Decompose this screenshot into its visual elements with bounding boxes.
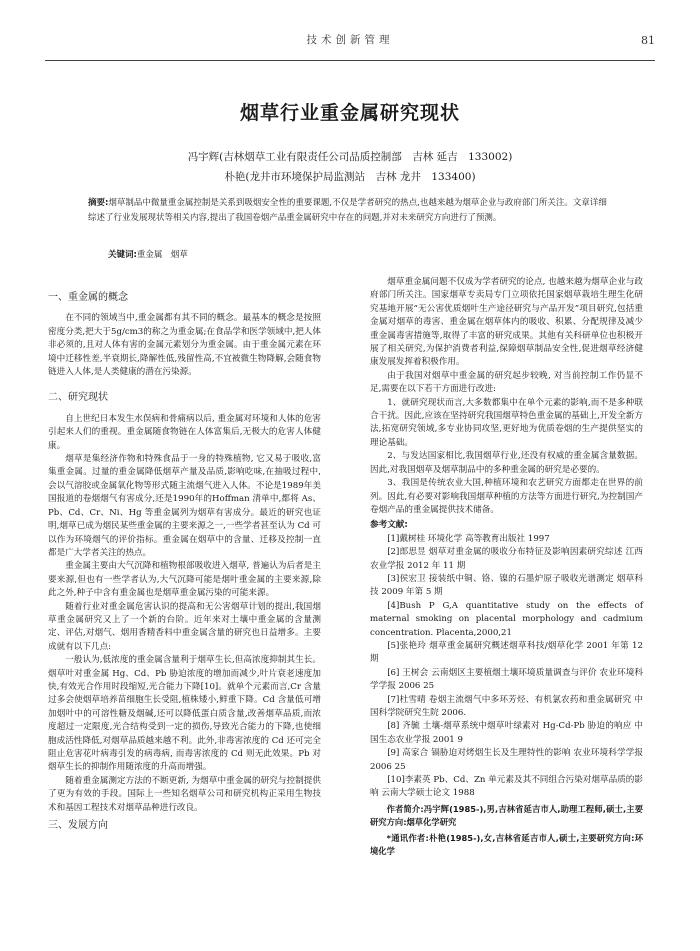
reference-item: [7]杜雪晴 卷烟主流烟气中多环芳烃、有机氯农药和重金属研究 中国科学院研究生院 2006.: [370, 694, 643, 718]
paragraph: 烟草重金属问题不仅成为学者研究的论点, 也越来越为烟草企业与政府部门所关注。国家烟草专卖局专门立项依托国家烟草栽培生理生化研究基地开展“无公害优质烟叶生产途径研究与产品开发”项目研究,包括重金属对烟草的毒害、重金属在烟草体内的吸收、积累、分配规律及减少重金属毒害措施等,取得了丰富的研究成果。其他有关科研单位也积极开展了相关研究,为保护消费者利益,保障烟草制品安全性,促进烟草经济健康发展发挥着积极作用。: [370, 277, 643, 368]
author-block: [0, 147, 700, 187]
author-line-2: 朴艳(龙井市环境保护局监测站 吉林 龙井 133400): [224, 171, 476, 183]
reference-item: [6] 王树会 云南烟区主要植烟土壤环境质量调查与评价 农业环境科学学报 2006 25: [370, 667, 643, 692]
reference-item: [4]Bush P G,A quantitative study on the effects of maternal smoking on placental morphology and cadmium concentration. Placenta,2000,21: [370, 600, 643, 638]
reference-item: [8] 齐毓 土壤-烟草系统中烟草叶绿素对 Hg-Cd-Pb 胁迫的响应 中国生态农业学报 2001 9: [370, 721, 643, 745]
page-number: 81: [641, 34, 655, 47]
author-bio: 作者简介:冯宇辉(1985-),男,吉林省延吉市人,助理工程师,硕士,主要研究方向:烟草化学研究: [370, 803, 643, 828]
paragraph: 一般认为,低浓度的重金属含量利于烟草生长,但高浓度抑制其生长。烟草叶对重金属 Hg、Cd、Pb 胁迫浓度的增加而减少,叶片衰老速度加快,有效光合作用时段缩短,光合能力下降[10]。就单个元素而言,Cr 含量过多会使烟草培养苗细胞生长受阻,植株矮小,鲜重下降。Cd 含量低可增加烟叶中的可溶性糖及烟碱,还可以降低蛋白质含量,改善烟草品质,而浓度超过一定限度,光合结构受到一定的损伤,导致光合能力的下降,也使细胞成活性降低,对烟草品质越来越不利。此外,非毒害浓度的 Cd 还可完全阻止危害花叶病毒引发的病毒病, 而毒害浓度的 Cd 则无此效果。Pb 对烟草生长的抑制作用随浓度的升高而增强。: [48, 655, 321, 773]
right-column: [370, 276, 643, 858]
left-column: [48, 279, 321, 840]
abstract-text: 烟草制品中微量重金属控制是关系到吸烟安全性的重要课题,不仅是学者研究的热点,也越来越为烟草企业与政府部门所关注。文章详细综述了行业发展现状等相关内容,提出了我国卷烟产品重金属研究中存在的问题,并对未来研究方向进行了预测。: [88, 198, 607, 223]
reference-item: [1]戴树桂 环境化学 高等教育出版社 1997: [387, 533, 550, 544]
keywords-text: 重金属 烟草: [136, 250, 188, 260]
reference-item: [5]张艳玲 烟草重金属研究概述烟草科技/烟草化学 2001 年第 12 期: [370, 640, 643, 665]
section-heading-3: 三、发展方向: [48, 820, 108, 832]
abstract-label: 摘要:: [88, 198, 109, 208]
paragraph: 由于我国对烟草中重金属的研究起步较晚, 对当前控制工作仍显不足,需要在以下若干方面进行改进:: [370, 370, 643, 395]
keywords-label: 关键词:: [108, 250, 137, 260]
paragraph: 2、与发达国家相比,我国烟草行业,还没有权威的重金属含量数据。因此,对我国烟草及烟草制品中的多种重金属的研究是必要的。: [370, 451, 643, 475]
paragraph: 自上世纪日本发生水俣病和骨痛病以后, 重金属对环境和人体的危害引起来人们的重视。重金属随食物链在人体富集后,无极大的危害人体健康。: [48, 413, 321, 451]
paragraph: 随着重金属测定方法的不断更新, 为烟草中重金属的研究与控制提供了更为有效的手段。国际上一些知名烟草公司和研究机构正采用生物技术和基因工程技术对烟草品种进行改良。: [48, 775, 321, 813]
reference-item: [10]李素英 Pb、Cd、Zn 单元素及其不同组合污染对烟草品质的影响 云南大学硕士论文 1988: [370, 775, 643, 799]
reference-item: [2]郎思昱 烟草对重金属的吸收分布特征及影响因素研究综述 江西农业学报 2012 年 11 期: [370, 547, 643, 571]
paragraph: 在不同的领域当中,重金属都有其不同的概念。最基本的概念是按照密度分类,把大于5g/cm3的称之为重金属;在食品学和医学领域中,把人体非必须的,且对人体有害的金属元素划分为重金属。由于重金属元素在环境中迁移性差,半衰期长,降解性低,残留性高,不宜被微生物降解,会随食物链进入人体,是人类健康的潜在污染源。: [48, 313, 321, 378]
paragraph: 重金属主要由大气沉降和植物根部吸收进入烟草, 普遍认为后者是主要来源,但也有一些学者认为,大气沉降可能是烟叶重金属的主要来源,除此之外,种子中含有重金属也是烟草重金属污染的可能来源。: [48, 561, 321, 599]
paragraph: 1、就研究现状而言,大多数都集中在单个元素的影响,而不是多种联合干扰。因此,应该在坚持研究我国烟草特色重金属的基础上,开发全新方法,拓宽研究领域,多专业协同攻坚,更好地为优质卷烟的生产提供坚实的理论基础。: [370, 397, 643, 448]
abstract: [88, 196, 612, 226]
paragraph: 随着行业对重金属危害认识的提高和无公害烟草计划的提出,我国烟草重金属研究又上了一个新的台阶。近年来对土壤中重金属的含量测定、评估,对烟气、烟用香精香料中重金属含量的研究也日益增多。主要成就有以下几点:: [48, 601, 321, 652]
journal-section: 技术创新管理: [306, 34, 394, 46]
author-line-1: 冯宇辉(吉林烟草工业有限责任公司品质控制部 吉林 延吉 133002): [187, 151, 513, 163]
reference-item: [9] 高家合 镉胁迫对烤烟生长及生理特性的影响 农业环境科学学报 2006 25: [370, 748, 643, 772]
corresponding-author-bio: *通讯作者:朴艳(1985-),女,吉林省延吉市人,硕士,主要研究方向:环境化学: [370, 832, 643, 857]
running-header: [45, 32, 655, 52]
section-heading-2: 二、研究现状: [48, 392, 108, 404]
paragraph: 烟草是集经济作物和特殊食品于一身的特殊植物, 它又易于吸收,富集重金属。过量的重金属降低烟草产量及品质,影响吃味,在抽吸过程中,会以气溶胶或金属氧化物等形式随主流烟气进入人体。不论是1989年美国报道的卷烟烟气有害成分,还是1990年的Hoffman 清单中,都将 As、Pb、Cd、Cr、Ni、Hg 等重金属列为烟草有害成分。最近的研究也证明,烟草已成为烟民某些重金属的主要来源之一,一些学者甚至认为 Cd 可以作为环境烟气的评价指标。重金属在烟草中的含量、迁移及控制一直都是广大学者关注的热点。: [48, 454, 321, 558]
keywords: [108, 248, 188, 260]
reference-item: [3]侯宏卫 接装纸中铜、铬、镍的石墨炉原子吸收光谱测定 烟草科技 2009 年第 5 期: [370, 573, 643, 598]
section-heading-1: 一、重金属的概念: [48, 292, 128, 303]
header-rule: [45, 60, 655, 61]
article-title: 烟草行业重金属研究现状: [239, 102, 460, 124]
references-heading: 参考文献:: [370, 520, 408, 531]
paragraph: 3、我国是传统农业大国,种植环境和农艺研究方面都走在世界的前列。因此,有必要对影响我国烟草种植的方法等方面进行研究,为控制国产卷烟产品的重金属提供技术储备。: [370, 478, 643, 515]
